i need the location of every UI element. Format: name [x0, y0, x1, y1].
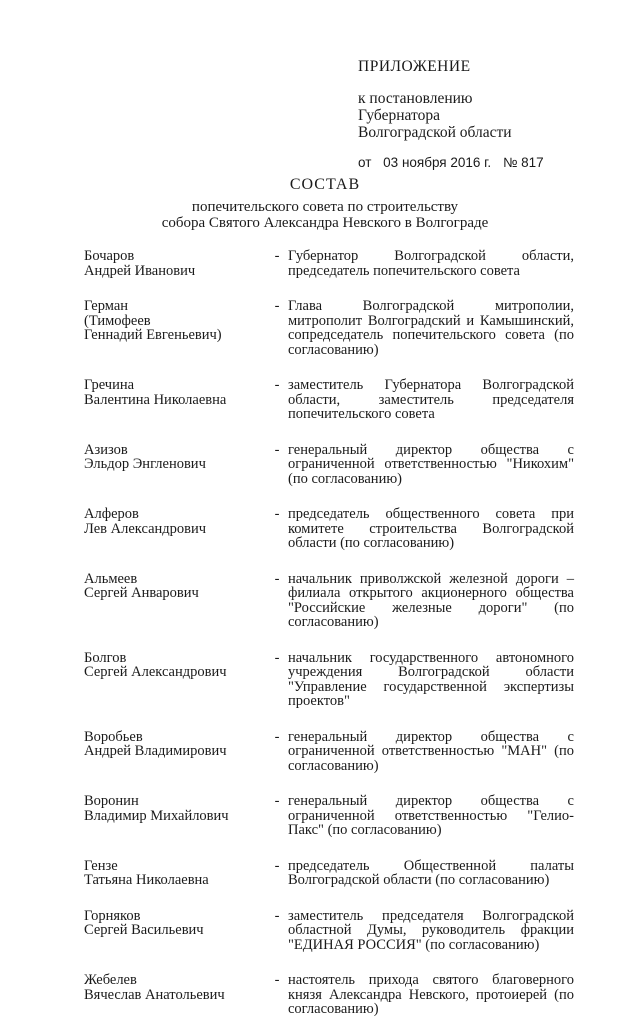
- subtitle-line: собора Святого Александра Невского в Волгограде: [161, 215, 489, 231]
- member-name: Жебелев Вячеслав Анатольевич: [84, 972, 225, 1003]
- member-role: заместитель председателя Волгоградской областной Думы, руководитель фракции "ЕДИНАЯ РОССИЯ" (по согласованию): [288, 907, 574, 953]
- member-dash: -: [274, 793, 280, 809]
- member-dash: -: [274, 570, 280, 587]
- member-row: [84, 572, 574, 630]
- member-name: Бочаров Андрей Иванович: [84, 248, 196, 279]
- member-name: Гензе Татьяна Николаевна: [84, 857, 209, 888]
- member-dash: -: [274, 248, 280, 264]
- member-dash: -: [274, 298, 280, 314]
- member-role: генеральный директор общества с ограниченной ответственностью "Никохим" (по согласованию): [288, 441, 574, 487]
- member-role: настоятель прихода святого благоверного князя Александра Невского, протоиерей (по согласованию): [288, 972, 574, 1017]
- member-name: Воробьев Андрей Владимирович: [84, 728, 227, 759]
- member-row: [84, 378, 574, 422]
- member-name: Гречина Валентина Николаевна: [84, 377, 227, 408]
- member-name: Горняков Сергей Васильевич: [84, 907, 204, 938]
- member-row: [84, 651, 574, 709]
- member-role: генеральный директор общества с ограниченной ответственностью "МАН" (по согласованию): [288, 728, 574, 774]
- member-role: Губернатор Волгоградской области, председатель попечительского совета: [288, 248, 574, 279]
- member-list: [84, 249, 574, 1017]
- member-role: заместитель Губернатора Волгоградской области, заместитель председателя попечительского совета: [288, 377, 574, 422]
- member-role: Глава Волгоградской митрополии, митрополит Волгоградский и Камышинский, сопредседатель попечительского совета (по согласованию): [288, 298, 574, 358]
- member-name: Воронин Владимир Михайлович: [84, 793, 229, 824]
- appendix-block: [358, 58, 552, 171]
- member-dash: -: [274, 972, 280, 988]
- member-dash: -: [274, 857, 280, 874]
- member-row: [84, 973, 574, 1017]
- member-dash: -: [274, 506, 280, 522]
- member-row: [84, 730, 574, 774]
- member-role: генеральный директор общества с ограниченной ответственностью "Гелио-Пакс" (по согласованию): [288, 793, 574, 838]
- appendix-line: к постановлению: [358, 90, 473, 107]
- member-name: Герман (Тимофеев Геннадий Евгеньевич): [84, 298, 222, 343]
- member-row: [84, 249, 574, 278]
- order-date: 03 ноября 2016 г.: [383, 155, 492, 170]
- appendix-line: Волгоградской области: [358, 124, 512, 141]
- member-row: [84, 859, 574, 888]
- member-row: [84, 794, 574, 838]
- document-subtitle: [0, 199, 640, 231]
- member-role: начальник приволжской железной дороги – филиала открытого акционерного общества "Российские железные дороги" (по согласованию): [288, 570, 574, 630]
- subtitle-line: попечительского совета по строительству: [191, 199, 459, 215]
- document-title: СОСТАВ: [289, 176, 361, 193]
- order-number: № 817: [502, 155, 544, 170]
- member-role: председатель Общественной палаты Волгоградской области (по согласованию): [288, 857, 574, 888]
- member-role: начальник государственного автономного учреждения Волгоградской области "Управление государственной экспертизы проектов": [288, 649, 574, 709]
- member-dash: -: [274, 728, 280, 745]
- member-row: [84, 299, 574, 357]
- member-role: председатель общественного совета при комитете строительства Волгоградской области (по согласованию): [288, 506, 574, 551]
- member-dash: -: [274, 441, 280, 458]
- member-name: Альмеев Сергей Анварович: [84, 570, 199, 601]
- appendix-line: Губернатора: [358, 107, 440, 124]
- member-row: [84, 443, 574, 487]
- member-name: Болгов Сергей Александрович: [84, 649, 227, 680]
- member-dash: -: [274, 907, 280, 924]
- member-row: [84, 909, 574, 953]
- member-dash: -: [274, 377, 280, 393]
- order-reference: [358, 154, 552, 171]
- appendix-heading: ПРИЛОЖЕНИЕ: [358, 58, 471, 75]
- member-dash: -: [274, 649, 280, 666]
- member-name: Азизов Эльдор Энгленович: [84, 441, 206, 472]
- member-row: [84, 507, 574, 551]
- member-name: Алферов Лев Александрович: [84, 506, 207, 537]
- order-prefix: от: [358, 155, 372, 170]
